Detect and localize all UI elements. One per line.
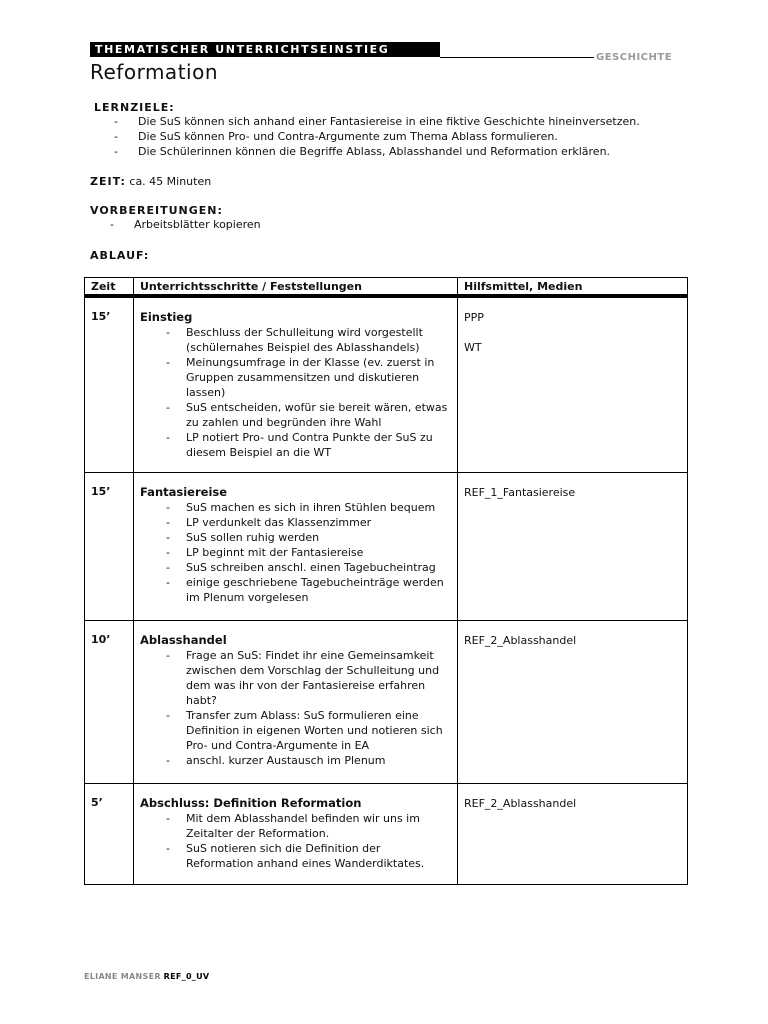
column-header-steps: Unterrichtsschritte / Feststellungen	[134, 278, 458, 297]
learning-goal-item: - Die SuS können sich anhand einer Fantasiereise in eine fiktive Geschichte hineinversetzen.	[94, 114, 734, 129]
step-item: - SuS entscheiden, wofür sie bereit wären, etwas zu zahlen und begründen ihre Wahl	[140, 400, 451, 430]
step-item: - LP notiert Pro- und Contra Punkte der SuS zu diesem Beispiel an die WT	[140, 430, 451, 460]
media-item: WT	[464, 341, 482, 354]
learning-goal-item: - Die SuS können Pro- und Contra-Argumente zum Thema Ablass formulieren.	[94, 129, 734, 144]
footer-document-code: REF_0_UV	[163, 972, 210, 981]
step-list	[140, 811, 451, 871]
step-item: - Beschluss der Schulleitung wird vorgestellt (schülernahes Beispiel des Ablasshandels)	[140, 325, 451, 355]
table-row	[85, 472, 688, 620]
media-item: REF_1_Fantasiereise	[464, 485, 576, 499]
media-item: PPP	[464, 311, 484, 324]
row-steps	[134, 472, 458, 620]
table-row	[85, 620, 688, 783]
step-item: - Meinungsumfrage in der Klasse (ev. zuerst in Gruppen zusammensitzen und diskutieren lassen)	[140, 355, 451, 400]
page-title: Reformation	[90, 60, 218, 84]
step-title: Fantasiereise	[140, 484, 228, 499]
step-item: - anschl. kurzer Austausch im Plenum	[140, 753, 451, 768]
row-time: 15’	[85, 296, 134, 472]
learning-goal-item: - Die Schülerinnen können die Begriffe Ablass, Ablasshandel und Reformation erklären.	[94, 144, 734, 159]
step-item: - LP verdunkelt das Klassenzimmer	[140, 515, 451, 530]
row-media	[458, 296, 688, 472]
step-list	[140, 325, 451, 460]
row-steps	[134, 783, 458, 884]
learning-goals-list	[94, 114, 734, 159]
step-item: - einige geschriebene Tagebucheinträge werden im Plenum vorgelesen	[140, 575, 451, 605]
row-time: 15’	[85, 472, 134, 620]
media-item: REF_2_Ablasshandel	[464, 633, 577, 647]
footer-author: ELIANE MANSER	[84, 972, 161, 981]
page-footer	[84, 972, 209, 981]
duration-label: ZEIT:	[90, 175, 126, 188]
step-item: - LP beginnt mit der Fantasiereise	[140, 545, 451, 560]
row-media	[458, 620, 688, 783]
duration-line	[90, 175, 211, 188]
table-row	[85, 296, 688, 472]
row-media	[458, 783, 688, 884]
media-item: REF_2_Ablasshandel	[464, 796, 577, 810]
step-item: - SuS notieren sich die Definition der Reformation anhand eines Wanderdiktates.	[140, 841, 451, 871]
duration-value: ca. 45 Minuten	[129, 175, 212, 188]
procedure-label: ABLAUF:	[90, 249, 150, 262]
column-header-media: Hilfsmittel, Medien	[458, 278, 688, 297]
step-item: - Mit dem Ablasshandel befinden wir uns im Zeitalter der Reformation.	[140, 811, 451, 841]
step-title: Ablasshandel	[140, 632, 227, 647]
header-rule	[440, 57, 594, 58]
step-list	[140, 648, 451, 768]
preparation-item: - Arbeitsblätter kopieren	[90, 217, 490, 232]
step-item: - Frage an SuS: Findet ihr eine Gemeinsamkeit zwischen dem Vorschlag der Schulleitung und dem was ihr von der Fantasiereise erfahren habt?	[140, 648, 451, 708]
step-title: Einstieg	[140, 310, 193, 324]
row-time: 5’	[85, 783, 134, 884]
row-time: 10’	[85, 620, 134, 783]
step-title: Abschluss: Definition Reformation	[140, 795, 362, 810]
step-item: - SuS machen es sich in ihren Stühlen bequem	[140, 500, 451, 515]
step-list	[140, 500, 451, 605]
column-header-time: Zeit	[85, 278, 134, 297]
learning-goals-label: LERNZIELE:	[94, 101, 175, 114]
row-steps	[134, 620, 458, 783]
subject-label: GESCHICHTE	[596, 52, 673, 63]
step-item: - SuS sollen ruhig werden	[140, 530, 451, 545]
preparation-list	[90, 217, 490, 232]
preparation-section	[90, 204, 490, 232]
row-media	[458, 472, 688, 620]
lesson-plan-table	[84, 277, 688, 885]
learning-goals-section	[94, 101, 734, 159]
row-steps	[134, 296, 458, 472]
preparation-label: VORBEREITUNGEN:	[90, 204, 223, 217]
document-type-banner: THEMATISCHER UNTERRICHTSEINSTIEG	[90, 42, 440, 57]
step-item: - SuS schreiben anschl. einen Tagebucheintrag	[140, 560, 451, 575]
table-row	[85, 783, 688, 884]
table-header-row	[85, 278, 688, 297]
step-item: - Transfer zum Ablass: SuS formulieren eine Definition in eigenen Worten und notieren sich Pro- und Contra-Argumente in EA	[140, 708, 451, 753]
